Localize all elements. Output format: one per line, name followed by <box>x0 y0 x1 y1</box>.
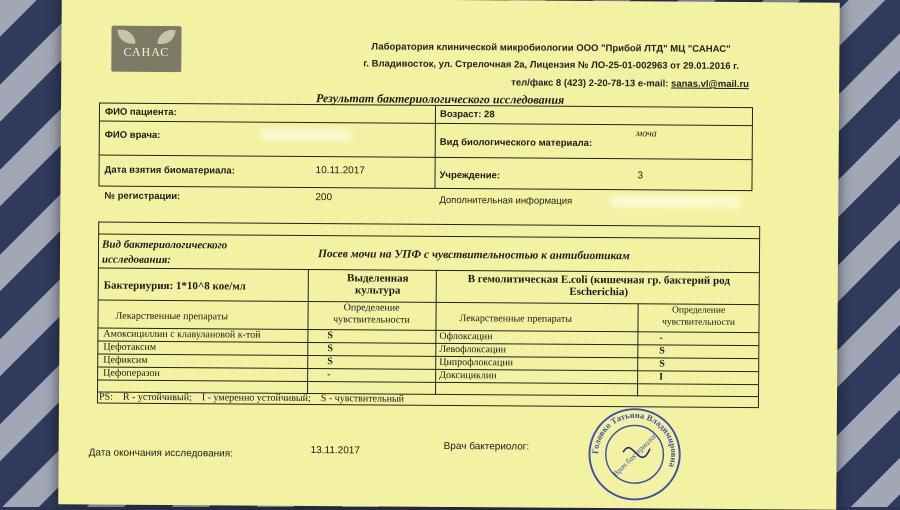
lab-address: г. Владивосток, ул. Стрелочная 2а, Лицензия № ЛО-25-01-002963 от 29.01.2016 г. <box>363 58 739 73</box>
left-row-drug: Цефотаксим <box>103 341 157 353</box>
right-row-result: S <box>659 358 665 370</box>
legend: PS: R - устойчивый; I - умеренно устойчивый; S - чувствительный <box>98 391 405 405</box>
doctor-label: ФИО врача: <box>104 129 161 141</box>
email-link[interactable]: sanas.vl@mail.ru <box>671 78 750 91</box>
right-row-drug: Доксициклин <box>439 369 497 382</box>
end-date-label: Дата окончания исследования: <box>88 447 233 460</box>
study-type-label-1: Вид бактериологического <box>102 238 228 252</box>
contact-text: тел/факс 8 (423) 2-20-78-13 e-mail: <box>511 77 669 90</box>
study-type-label-2: исследования: <box>101 253 171 267</box>
lab-contacts <box>511 77 749 90</box>
end-date-value: 13.11.2017 <box>310 445 360 457</box>
bacteriuria: Бактериурия: 1*10^8 кое/мл <box>103 279 246 293</box>
left-row-result: S <box>327 343 333 355</box>
left-row-drug: Цефоперазон <box>103 367 160 379</box>
extra-info-label: Дополнительная информация <box>439 194 573 207</box>
stamp-center-text: Врач бактериолог <box>611 430 659 479</box>
culture-label: Выделенная культура <box>347 272 409 297</box>
bacteriologist-label: Врач бактериолог: <box>443 440 530 453</box>
culture-value: В гемолитическая E.coli (кишечная гр. бактерий род Escherichia) <box>467 273 730 299</box>
col-sens-right: Определение чувствительности <box>662 305 735 328</box>
right-row-result: - <box>659 332 663 344</box>
date-taken-value: 10.11.2017 <box>315 165 365 177</box>
col-drugs-left: Лекарственные препараты <box>115 310 229 323</box>
age-value: 28 <box>484 109 495 121</box>
left-row-result: S <box>327 330 334 342</box>
registration-label: № регистрации: <box>104 190 181 203</box>
redacted-extra <box>610 195 740 208</box>
lab-name: Лаборатория клинической микробиологии ООО "Прибой ЛТД" МЦ "САНАС" <box>371 41 731 55</box>
right-row-drug: Офлоксацин <box>439 330 493 343</box>
legend-r: R - устойчивый; <box>122 391 192 404</box>
institution-label: Учреждение: <box>439 169 501 182</box>
study-type-value: Посев мочи на УПФ с чувствительностью к антибиотикам <box>317 248 630 263</box>
logo-text: САНАС <box>123 44 170 59</box>
patient-info-table <box>98 103 753 192</box>
legend-s: S - чувствительный <box>320 393 405 405</box>
lab-report-sheet <box>58 0 840 510</box>
right-row-drug: Левофлоксацин <box>439 343 507 356</box>
material-value: моча <box>635 128 657 140</box>
right-row-drug: Ципрофлоксацин <box>439 356 514 369</box>
legend-i: I - умеренно устойчивый; <box>201 392 311 405</box>
patient-name-label: ФИО пациента: <box>104 106 177 119</box>
institution-value: 3 <box>637 170 644 182</box>
material-label: Вид биологического материала: <box>439 136 593 149</box>
stamp-ring-text: Головко Татьяна Владимировна <box>590 409 680 469</box>
col-sens-left: Определение чувствительности <box>333 302 410 326</box>
col-drugs-right: Лекарственные препараты <box>459 313 573 325</box>
report-title: Результат бактериологического исследования <box>316 91 565 107</box>
left-row-drug: Цефиксим <box>103 354 148 366</box>
left-row-result: - <box>327 369 331 381</box>
right-row-result: S <box>659 345 665 357</box>
left-row-result: S <box>327 356 333 368</box>
redacted-doctor <box>261 129 351 142</box>
right-row-result: I <box>659 371 664 383</box>
registration-value: 200 <box>315 192 333 204</box>
age-label: Возраст: 28 <box>439 108 495 121</box>
doctor-stamp <box>586 406 683 503</box>
sanas-logo <box>111 26 181 72</box>
date-taken-label: Дата взятия биоматериала: <box>104 164 235 177</box>
left-row-drug: Амоксициллин с клавулановой к-той <box>103 328 261 341</box>
